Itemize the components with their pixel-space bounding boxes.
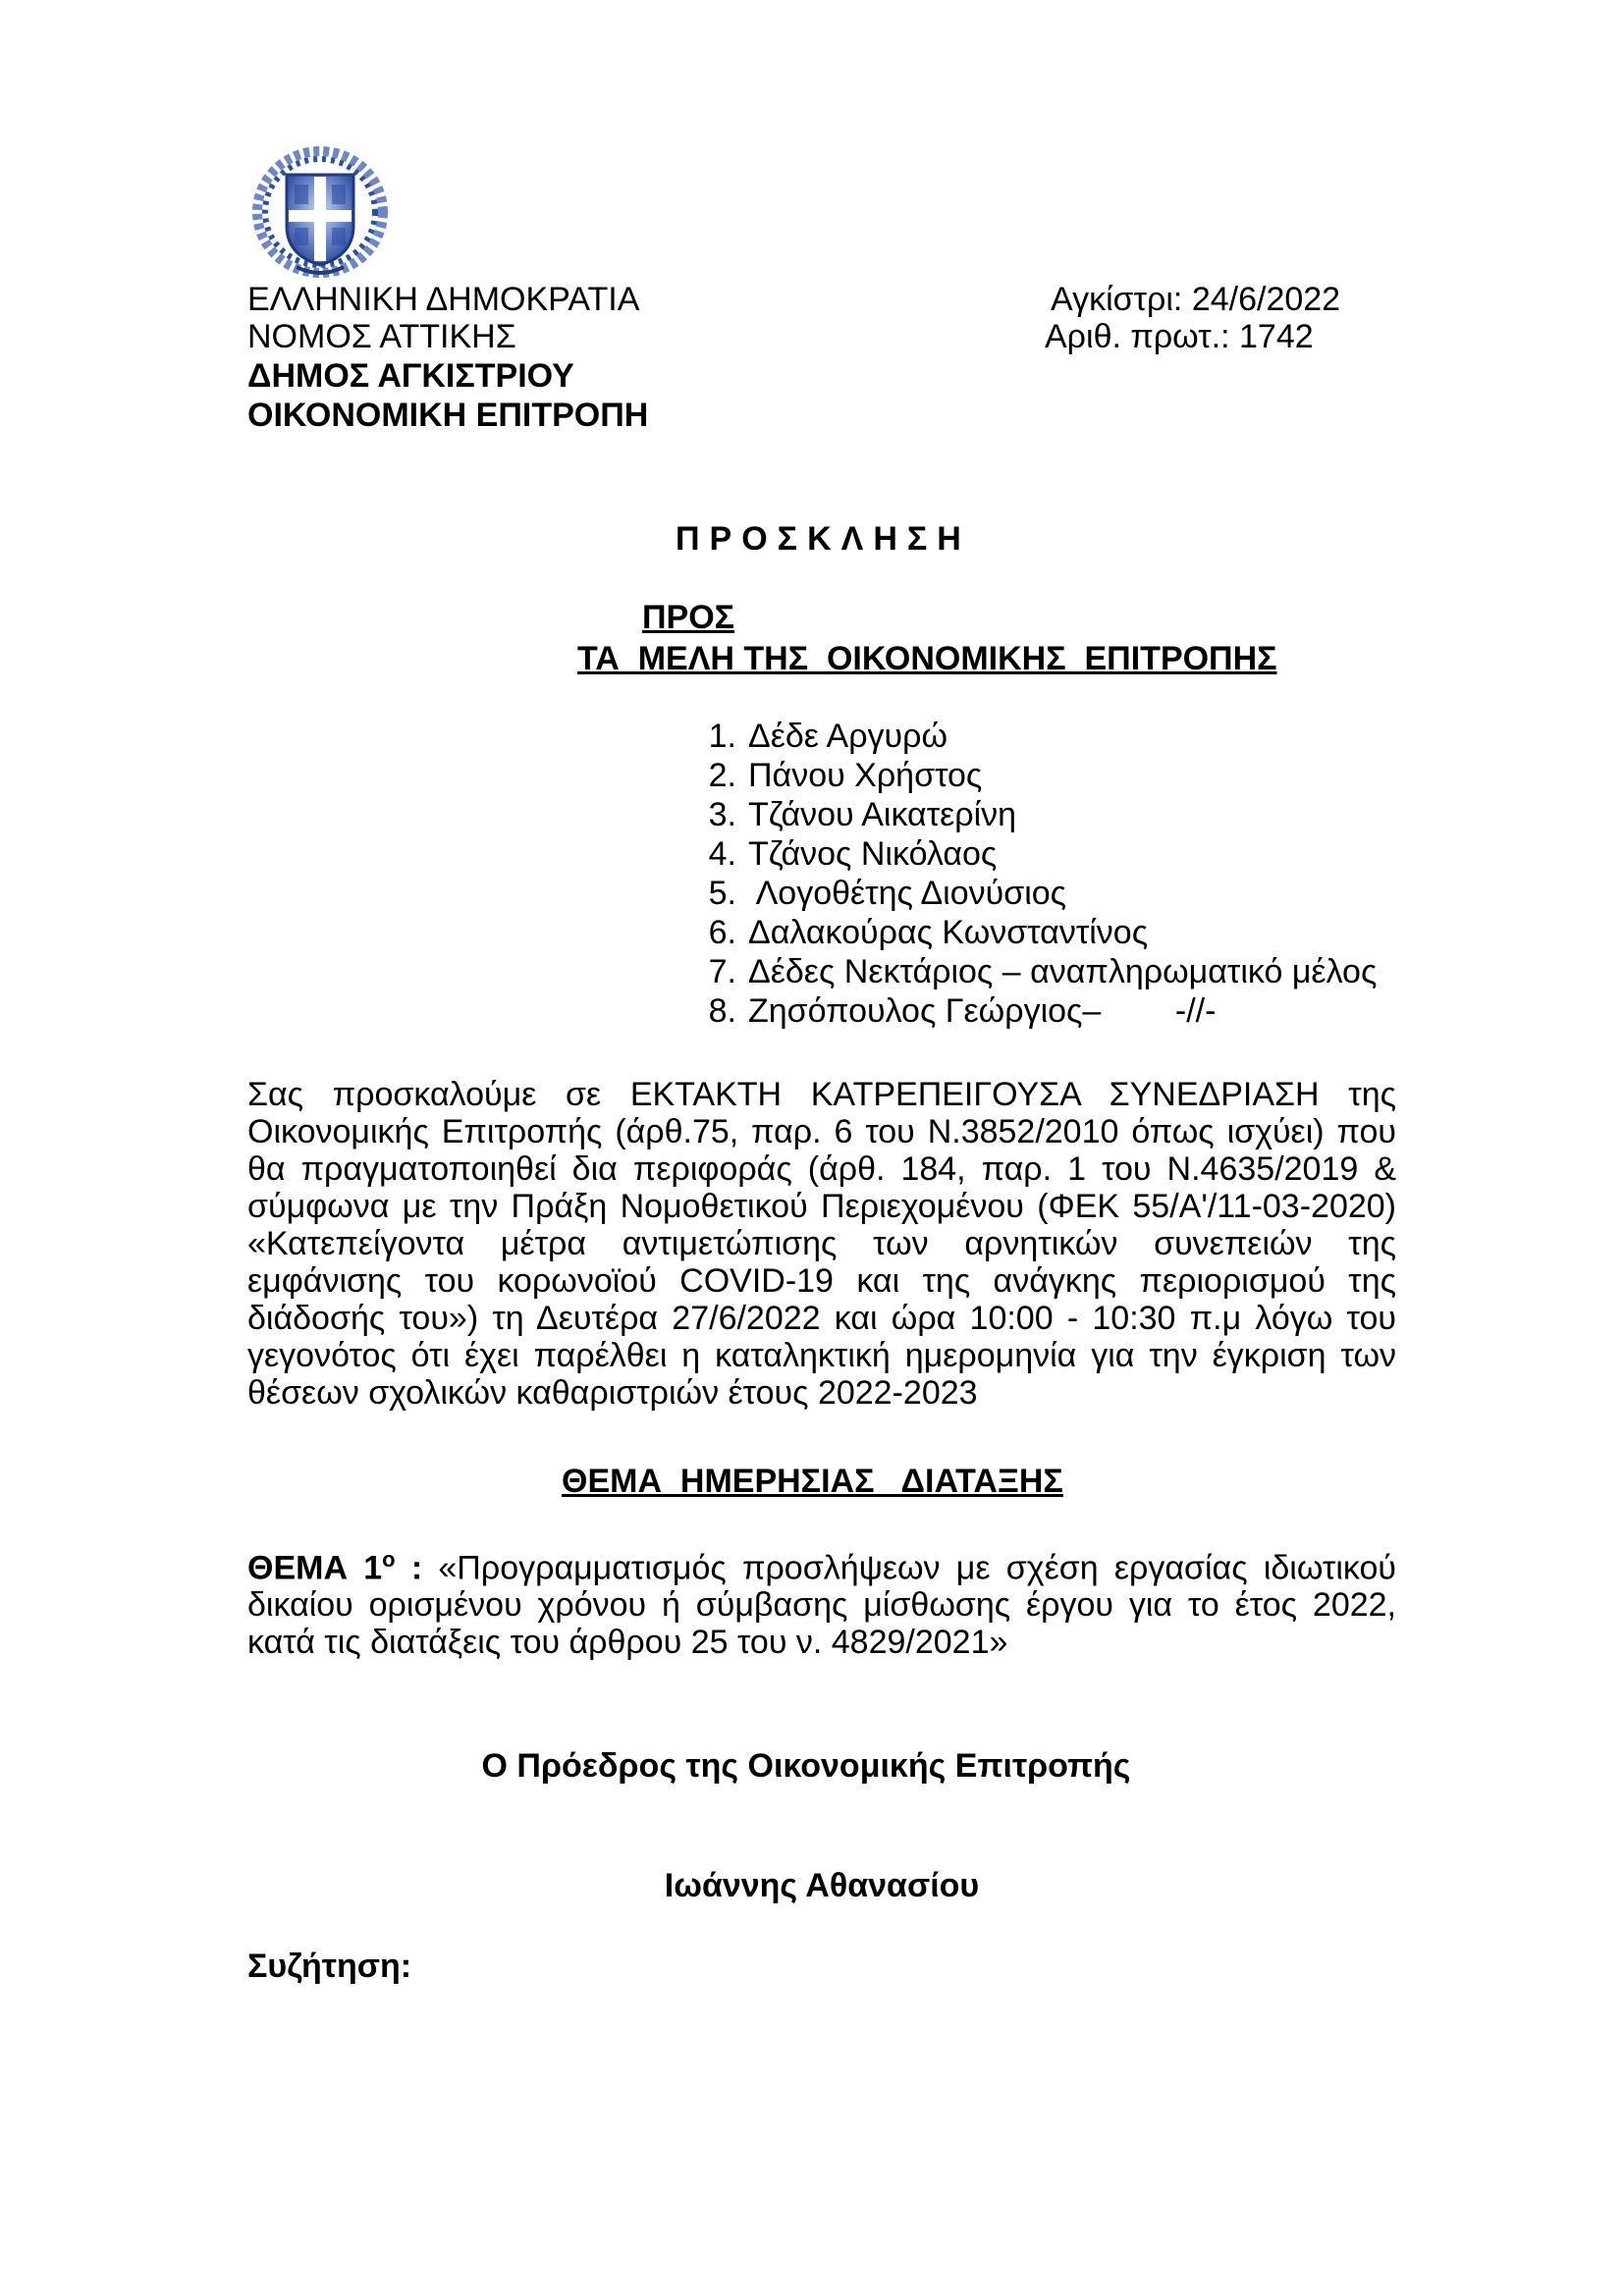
list-item: 7. Δέδες Νεκτάριος – αναπληρωματικό μέλος [708,953,1378,990]
list-item: 5. Λογοθέτης Διονύσιος [708,875,1067,912]
list-item: 8. Ζησόπουλος Γεώργιος– -//- [708,992,1217,1030]
list-item: 3. Τζάνου Αικατερίνη [708,796,1017,833]
list-item: 4. Τζάνος Νικόλαος [708,835,998,873]
discussion-label: Συζήτηση: [247,1948,412,1985]
header-prefecture: ΝΟΜΟΣ ΑΤΤΙΚΗΣ [247,318,516,355]
list-item: 2. Πάνου Χρήστος [708,757,983,794]
topic-superscript: ο [382,1547,396,1572]
header-protocol-number: Αριθ. πρωτ.: 1742 [1045,318,1314,355]
signature-name: Ιωάννης Αθανασίου [664,1867,980,1904]
recipients-label: ΠΡΟΣ [642,599,735,636]
topic-label: ΘΕΜΑ 1 [247,1549,383,1587]
header-country: ΕΛΛΗΝΙΚΗ ΔΗΜΟΚΡΑΤΙΑ [247,281,640,318]
signature-role: Ο Πρόεδρος της Οικονομικής Επιτροπής [481,1747,1131,1785]
topic-colon: : [395,1549,423,1587]
topic-text: «Προγραμματισμός προσλήψεων με σχέση εργασίας ιδιωτικού δικαίου ορισμένου χρόνου ή σύμβασης μίσθωσης έργου για το έτος 2022, κατά τις διατάξεις του άρθρου 25 του ν. 4829/2021» [247,1549,1396,1662]
agenda-heading: ΘΕΜΑ ΗΜΕΡΗΣΙΑΣ ΔΙΑΤΑΞΗΣ [562,1463,1063,1500]
body-paragraph: Σας προσκαλούμε σε ΕΚΤΑΚΤΗ ΚΑΤΡΕΠΕΙΓΟΥΣΑ ΣΥΝΕΔΡΙΑΣΗ της Οικονομικής Επιτροπής (άρθ.75, παρ. 6 του Ν.3852/2010 όπως ισχύει) που θα πραγματοποιηθεί δια περιφοράς (άρθ. 184, παρ. 1 του Ν.4635/2019 & σύμφωνα με την Πράξη Νομοθετικού Περιεχομένου (ΦΕΚ 55/Α'/11-03-2020) «Κατεπείγοντα μέτρα αντιμετώπισης των αρνητικών συνεπειών της εμφάνισης του κορωνοϊού COVID-19 και της ανάγκης περιορισμού της διάδοσής του») τη Δευτέρα 27/6/2022 και ώρα 10:00 - 10:30 π.μ λόγω του γεγονότος ότι έχει παρέλθει η καταληκτική ημερομηνία για την έγκριση των θέσεων σχολικών καθαριστριών έτους 2022-2023 [247,1076,1396,1412]
header-date: Αγκίστρι: 24/6/2022 [1051,281,1341,318]
greek-coat-of-arms-icon [247,137,393,283]
header-municipality: ΔΗΜΟΣ ΑΓΚΙΣΤΡΙΟΥ [247,357,574,395]
agenda-topic [247,1541,1396,1661]
members-list [687,717,1377,1031]
page-title: ΠΡΟΣΚΛΗΣΗ [676,520,971,558]
header-committee: ΟΙΚΟΝΟΜΙΚΗ ΕΠΙΤΡΟΠΗ [247,397,649,434]
list-item: 6. Δαλακούρας Κωνσταντίνος [708,914,1149,951]
recipients-line: ΤΑ ΜΕΛΗ ΤΗΣ ΟΙΚΟΝΟΜΙΚΗΣ ΕΠΙΤΡΟΠΗΣ [577,640,1277,677]
list-item: 1. Δέδε Αργυρώ [708,718,948,755]
